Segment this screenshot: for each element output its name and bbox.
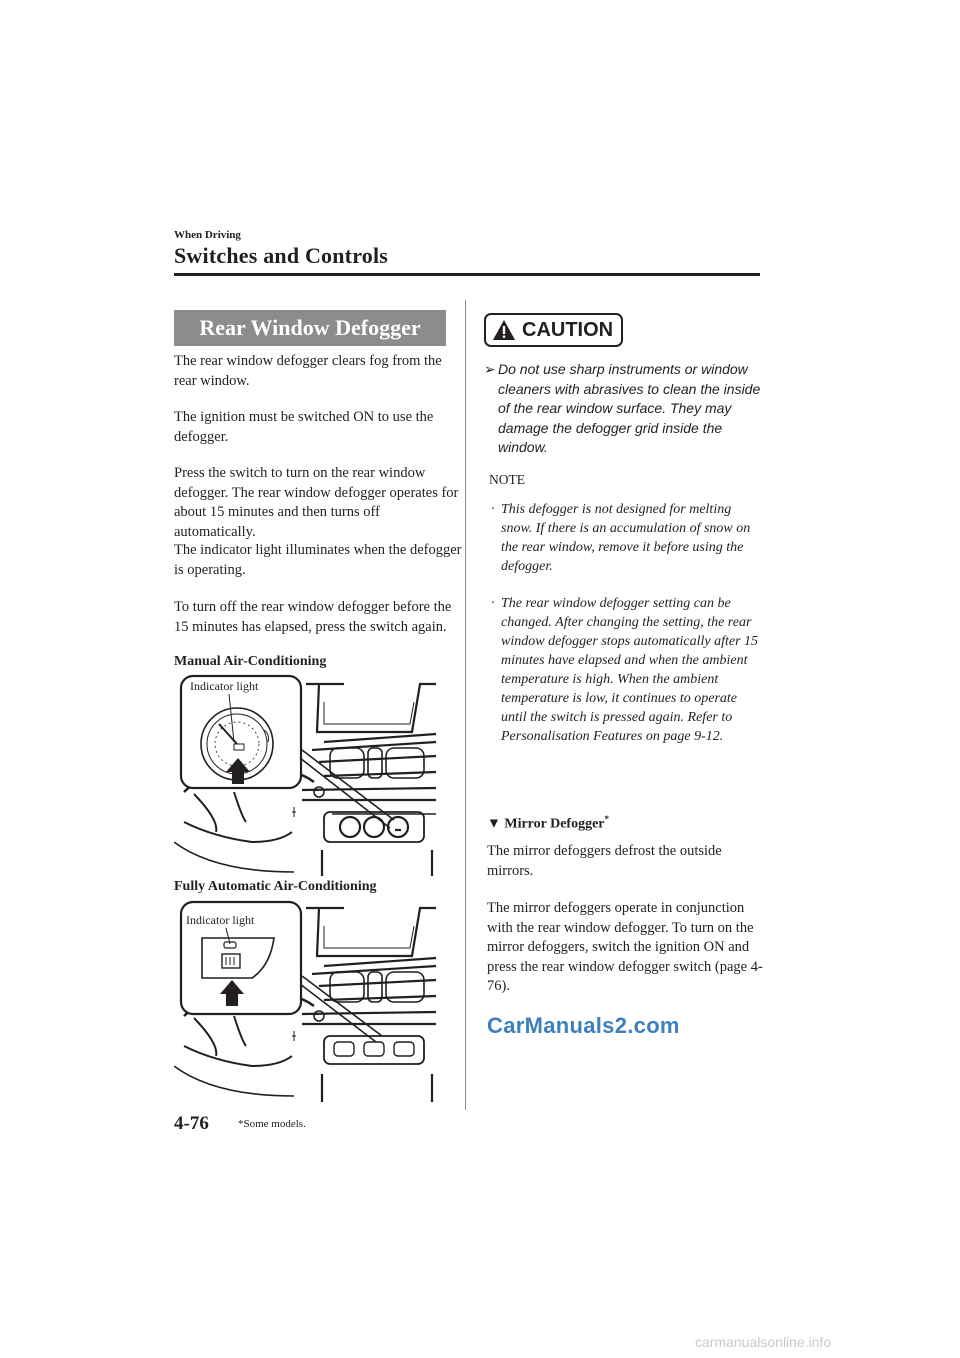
pointer-icon: ➢ (484, 361, 496, 377)
mirror-paragraph: The mirror defoggers defrost the outside mirrors. (487, 843, 722, 879)
note-label: NOTE (489, 472, 525, 487)
caution-text (484, 360, 762, 458)
figure-callout-label: Indicator light (186, 913, 255, 927)
footnote: *Some models. (238, 1118, 306, 1130)
bullet-icon: · (491, 502, 495, 517)
watermark-logo: CarManuals2.com (487, 1013, 680, 1038)
figure-manual-ac (174, 672, 440, 877)
note-text: This defogger is not designed for melting snow. If there is an accumulation of snow on the rear window, remove it before using the defogger. (501, 502, 751, 574)
mirror-operation-paragraph: The mirror defoggers operate in conjunction with the rear window defogger. To turn on the mirror defoggers, switch the ignition ON and press the rear window defogger switch (page 4-76). (487, 900, 763, 994)
figure-heading-auto: Fully Automatic Air-Conditioning (174, 879, 377, 894)
figure-callout-label: Indicator light (190, 679, 259, 693)
ignition-paragraph: The ignition must be switched ON to use the defogger. (174, 409, 434, 445)
caution-paragraph: Do not use sharp instruments or window cleaners with abrasives to clean the inside of the rear window surface. They may damage the defogger grid inside the window. (498, 361, 761, 455)
page-title: Rear Window Defogger (174, 310, 446, 346)
subsection-heading (487, 814, 609, 833)
note-item (491, 594, 761, 746)
page-number: 4-76 (174, 1113, 209, 1134)
header-rule (174, 273, 760, 276)
indicator-paragraph: The indicator light illuminates when the defogger is operating. (174, 542, 462, 578)
intro-paragraph: The rear window defogger clears fog from the rear window. (174, 353, 442, 389)
footnote-mark: * (604, 814, 610, 824)
figure-auto-ac (174, 898, 440, 1103)
note-item (491, 500, 761, 576)
triangle-down-icon: ▼ (487, 816, 501, 832)
section-title: Switches and Controls (174, 243, 389, 268)
turn-off-paragraph: To turn off the rear window defogger before the 15 minutes has elapsed, press the switch again. (174, 599, 452, 635)
section-label: When Driving (174, 229, 241, 241)
subsection-title: Mirror Defogger (504, 816, 605, 832)
warning-icon (492, 319, 516, 341)
caution-box (484, 313, 623, 347)
bullet-icon: · (491, 596, 495, 611)
operation-paragraph: Press the switch to turn on the rear window defogger. The rear window defogger operates for about 15 minutes and then turns off automatically. (174, 465, 459, 540)
figure-heading-manual: Manual Air-Conditioning (174, 654, 327, 669)
caution-title: CAUTION (522, 318, 614, 341)
site-watermark: carmanualsonline.info (695, 1334, 832, 1350)
column-divider (465, 300, 466, 1110)
note-text: The rear window defogger setting can be changed. After changing the setting, the rear window defogger stops automatically after 15 minutes have elapsed and when the ambient temperature is high. When the ambient temperature is low, it continues to operate until the switch is pressed again. Refer to Personalisation Features on page 9-12. (501, 596, 759, 744)
